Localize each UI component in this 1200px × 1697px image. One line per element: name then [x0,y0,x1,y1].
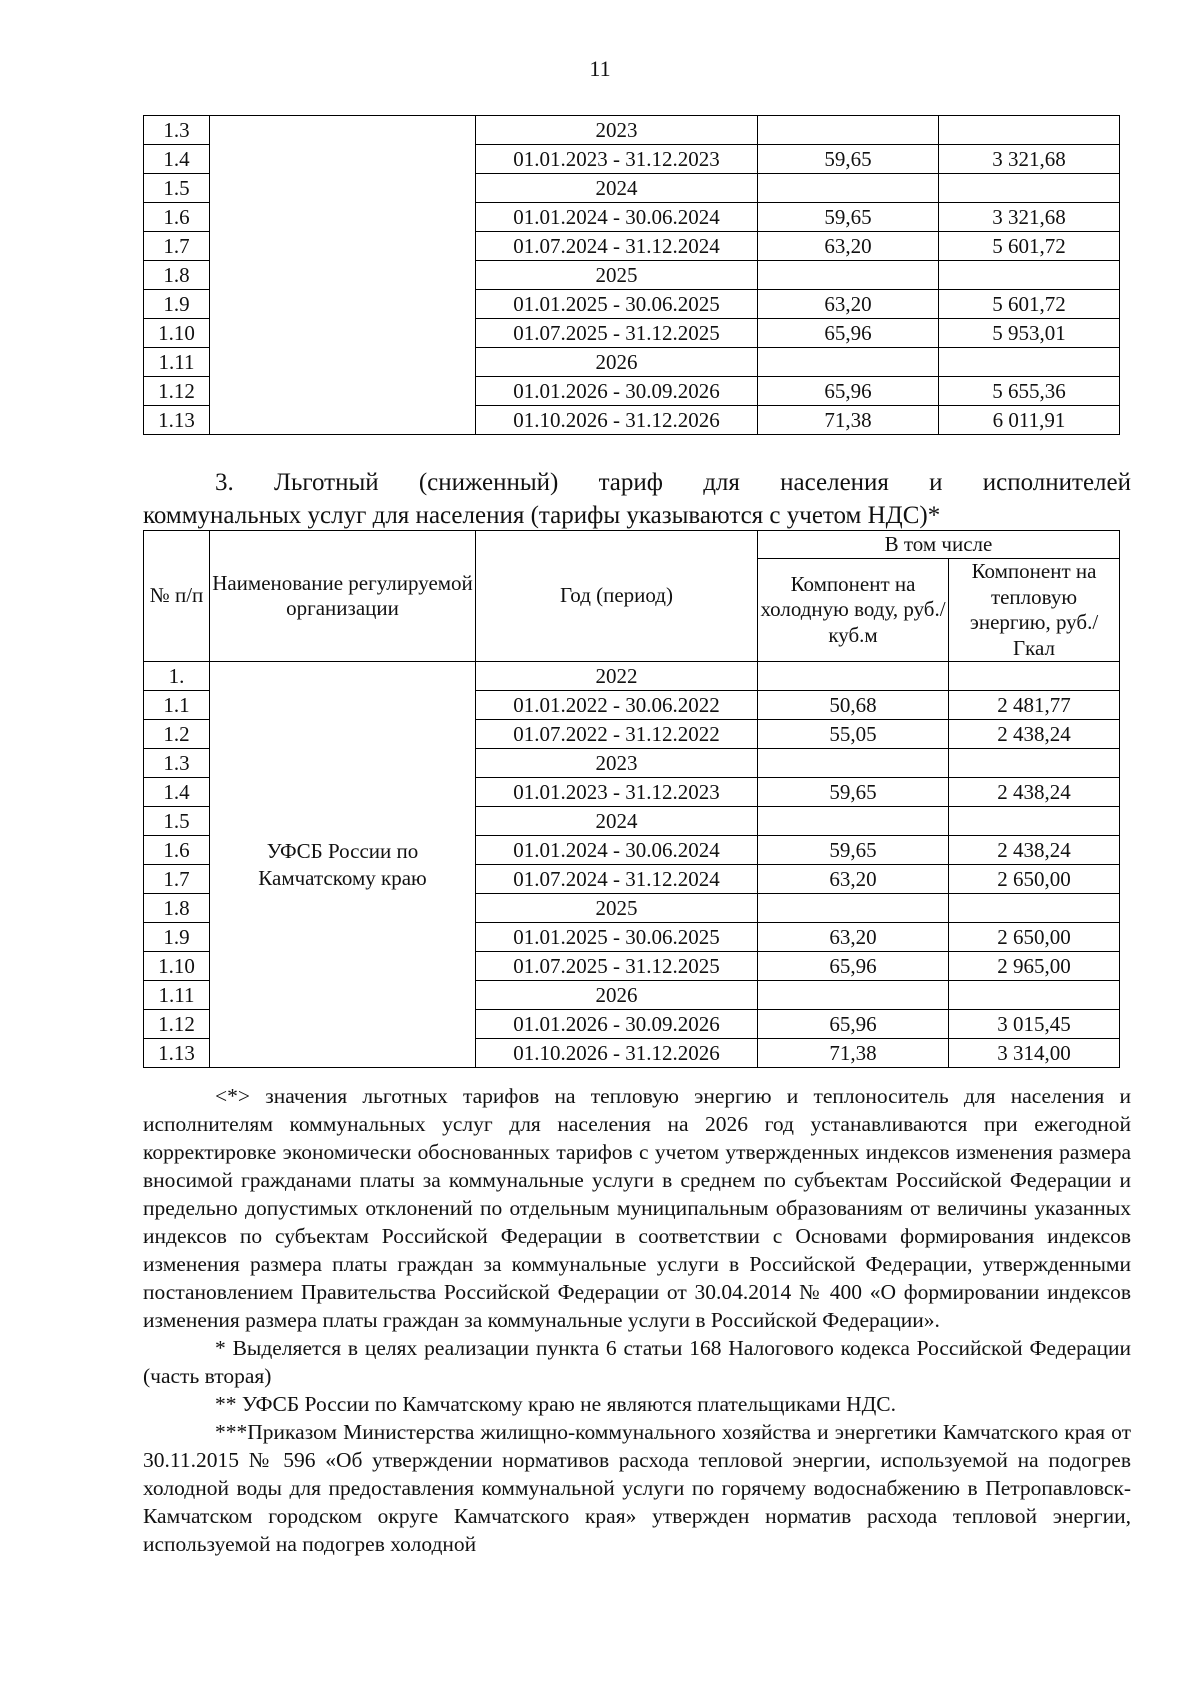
page-number: 11 [589,56,611,81]
heat-component-cell: 3 321,68 [939,203,1120,232]
year-cell: 2025 [476,894,758,923]
heat-component-cell [949,894,1120,923]
preferential-tariff-table [143,530,1120,1068]
row-number: 1. [144,662,210,691]
row-number: 1.3 [144,116,210,145]
row-number: 1.9 [144,290,210,319]
water-component-cell [758,749,949,778]
period-cell: 01.01.2024 - 30.06.2024 [476,836,758,865]
water-component-cell [758,174,939,203]
water-component-cell [758,348,939,377]
row-number: 1.4 [144,145,210,174]
heat-component-cell: 3 321,68 [939,145,1120,174]
period-cell: 01.07.2025 - 31.12.2025 [476,952,758,981]
heat-component-cell: 5 601,72 [939,232,1120,261]
water-component-cell [758,894,949,923]
heat-component-cell [949,662,1120,691]
footnote-paragraph: * Выделяется в целях реализации пункта 6 статьи 168 Налогового кодекса Российской Федерации (часть вторая) [143,1336,1131,1388]
period-cell: 01.01.2023 - 31.12.2023 [476,145,758,174]
period-cell: 01.07.2024 - 31.12.2024 [476,865,758,894]
period-cell: 01.01.2025 - 30.06.2025 [476,923,758,952]
period-cell: 01.01.2023 - 31.12.2023 [476,778,758,807]
period-cell: 01.10.2026 - 31.12.2026 [476,406,758,435]
row-number: 1.8 [144,894,210,923]
footnote-paragraph: ***Приказом Министерства жилищно-коммунального хозяйства и энергетики Камчатского края от 30.11.2015 № 596 «Об утверждении нормативов расхода тепловой энергии, используемой на подогрев холодной воды для предоставления коммунальной услуги по горячему водоснабжению в Петропавловск-Камчатском городском округе Камчатского края» утвержден норматив расхода тепловой энергии, используемой на подогрев холодной [143,1420,1131,1556]
section-3-heading [143,466,1131,532]
heat-component-cell: 5 953,01 [939,319,1120,348]
year-cell: 2024 [476,174,758,203]
water-component-cell: 63,20 [758,232,939,261]
water-component-cell [758,261,939,290]
year-cell: 2023 [476,116,758,145]
water-component-cell: 59,65 [758,203,939,232]
heat-component-cell: 2 438,24 [949,778,1120,807]
year-cell: 2025 [476,261,758,290]
heat-component-cell [949,749,1120,778]
heat-component-cell: 2 965,00 [949,952,1120,981]
water-component-cell: 59,65 [758,778,949,807]
heat-component-cell: 5 601,72 [939,290,1120,319]
water-component-cell [758,981,949,1010]
table-row [144,116,1120,145]
row-number: 1.10 [144,952,210,981]
organization-cell [210,116,476,435]
period-cell: 01.07.2022 - 31.12.2022 [476,720,758,749]
water-component-cell: 71,38 [758,406,939,435]
section-3-heading-line-2: коммунальных услуг для населения (тарифы указываются с учетом НДС)* [143,502,941,529]
row-number: 1.13 [144,406,210,435]
period-cell: 01.01.2025 - 30.06.2025 [476,290,758,319]
footnote-paragraph: ** УФСБ России по Камчатскому краю не являются плательщиками НДС. [215,1392,897,1416]
header-period: Год (период) [476,531,758,662]
water-component-cell: 71,38 [758,1039,949,1068]
preferential-tariff-table-body [144,662,1120,1068]
footnotes [143,1082,1131,1558]
year-cell: 2024 [476,807,758,836]
row-number: 1.6 [144,836,210,865]
row-number: 1.13 [144,1039,210,1068]
water-component-cell: 63,20 [758,923,949,952]
year-cell: 2023 [476,749,758,778]
water-component-cell [758,662,949,691]
heat-component-cell: 3 314,00 [949,1039,1120,1068]
row-number: 1.10 [144,319,210,348]
row-number: 1.4 [144,778,210,807]
organization-cell: УФСБ России по Камчатскому краю [210,662,476,1068]
row-number: 1.3 [144,749,210,778]
footnote-paragraph: <*> значения льготных тарифов на тепловую энергию и теплоноситель для населения и исполнителям коммунальных услуг для населения на 2026 год устанавливаются при ежегодной корректировке экономически обоснованных тарифов с учетом утвержденных индексов изменения размера вносимой гражданами платы за коммунальные услуги в среднем по субъектам Российской Федерации и предельно допустимых отклонений по отдельным муниципальным образованиям от величины указанных индексов по субъектам Российской Федерации в соответствии с Основами формирования индексов изменения размера платы граждан за коммунальные услуги в Российской Федерации, утвержденными постановлением Правительства Российской Федерации от 30.04.2014 № 400 «О формировании индексов изменения размера платы граждан за коммунальные услуги в Российской Федерации». [143,1084,1131,1332]
row-number: 1.11 [144,348,210,377]
header-water-component: Компонент на холодную воду, руб./куб.м [758,559,949,662]
period-cell: 01.01.2026 - 30.09.2026 [476,1010,758,1039]
tariff-table-continued-body [144,116,1120,435]
period-cell: 01.07.2024 - 31.12.2024 [476,232,758,261]
heat-component-cell: 5 655,36 [939,377,1120,406]
heat-component-cell [949,807,1120,836]
row-number: 1.12 [144,1010,210,1039]
year-cell: 2026 [476,981,758,1010]
row-number: 1.7 [144,232,210,261]
year-cell: 2026 [476,348,758,377]
preferential-tariff-table-header [144,531,1120,662]
heat-component-cell: 2 438,24 [949,720,1120,749]
heat-component-cell [939,348,1120,377]
row-number: 1.7 [144,865,210,894]
row-number: 1.12 [144,377,210,406]
water-component-cell: 63,20 [758,290,939,319]
water-component-cell: 65,96 [758,1010,949,1039]
row-number: 1.2 [144,720,210,749]
header-num: № п/п [144,531,210,662]
row-number: 1.1 [144,691,210,720]
water-component-cell [758,807,949,836]
tariff-table-continued [143,115,1120,435]
heat-component-cell: 6 011,91 [939,406,1120,435]
heat-component-cell [939,174,1120,203]
water-component-cell: 65,96 [758,952,949,981]
water-component-cell: 65,96 [758,319,939,348]
water-component-cell: 59,65 [758,145,939,174]
row-number: 1.5 [144,807,210,836]
period-cell: 01.07.2025 - 31.12.2025 [476,319,758,348]
row-number: 1.8 [144,261,210,290]
heat-component-cell: 2 481,77 [949,691,1120,720]
water-component-cell: 65,96 [758,377,939,406]
heat-component-cell: 2 438,24 [949,836,1120,865]
heat-component-cell: 3 015,45 [949,1010,1120,1039]
water-component-cell: 55,05 [758,720,949,749]
section-3-heading-line-1: 3. Льготный (сниженный) тариф для населения и исполнителей [215,469,1131,496]
header-organization: Наименование регулируемой организации [210,531,476,662]
water-component-cell [758,116,939,145]
heat-component-cell [939,261,1120,290]
water-component-cell: 59,65 [758,836,949,865]
heat-component-cell [939,116,1120,145]
header-including: В том числе [758,531,1120,559]
heat-component-cell: 2 650,00 [949,923,1120,952]
period-cell: 01.01.2022 - 30.06.2022 [476,691,758,720]
row-number: 1.5 [144,174,210,203]
row-number: 1.9 [144,923,210,952]
table-row [144,662,1120,691]
year-cell: 2022 [476,662,758,691]
heat-component-cell [949,981,1120,1010]
row-number: 1.11 [144,981,210,1010]
heat-component-cell: 2 650,00 [949,865,1120,894]
water-component-cell: 63,20 [758,865,949,894]
row-number: 1.6 [144,203,210,232]
water-component-cell: 50,68 [758,691,949,720]
period-cell: 01.10.2026 - 31.12.2026 [476,1039,758,1068]
period-cell: 01.01.2026 - 30.09.2026 [476,377,758,406]
period-cell: 01.01.2024 - 30.06.2024 [476,203,758,232]
header-heat-component: Компонент на тепловую энергию, руб./Гкал [949,559,1120,662]
